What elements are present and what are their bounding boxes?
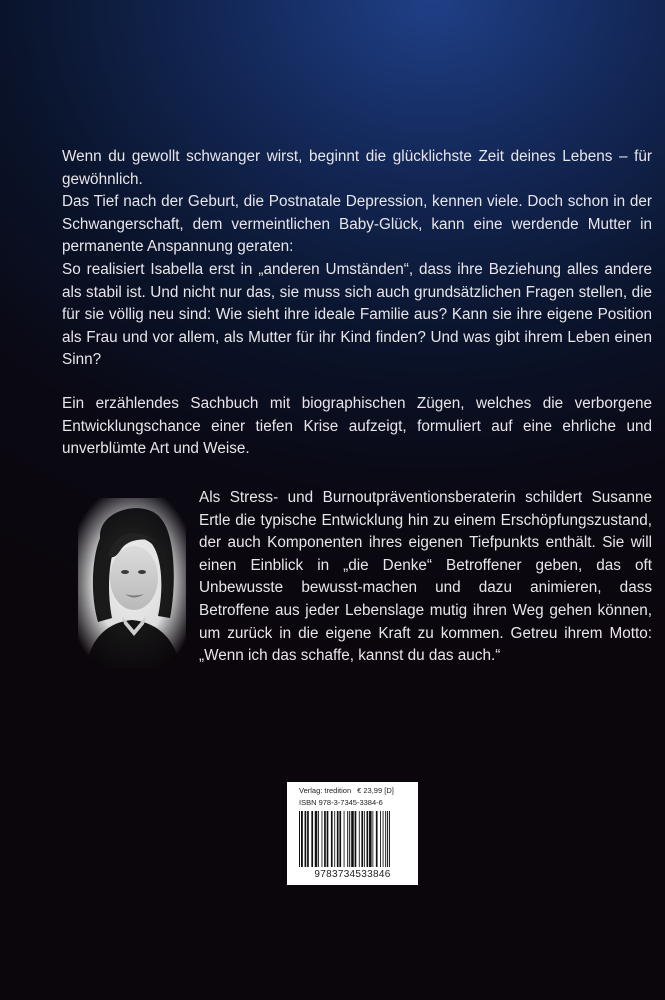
back-cover-blurb: [62, 146, 652, 461]
price-text: € 23,99 [D]: [357, 786, 394, 795]
author-bio: Als Stress- und Burnoutpräventionsberaterin schildert Susanne Ertle die typische Entwicklung hin zu einem Erschöpfungszustand, der auch Komponenten ihres eigenen Tiefpunkts enthält. Sie will einen Einblick in „die Denke“ Betroffener geben, das oft Unbewusste bewusst-machen und dazu animieren, dass Betroffene aus jeder Lebenslage mutig ihren Weg gehen können, um zurück in die eigene Kraft zu kommen. Getreu ihrem Motto: „Wenn ich das schaffe, kannst du das auch.“: [199, 489, 652, 665]
blurb-paragraph-intro: Wenn du gewollt schwanger wirst, beginnt die glücklichste Zeit deines Lebens – für gewöhnlich.: [62, 148, 652, 188]
barcode-bars: [298, 811, 407, 867]
blurb-paragraph-isabella: So realisiert Isabella erst in „anderen Umständen“, dass ihre Beziehung alles andere als stabil ist. Und nicht nur das, sie muss sich auch grundsätzlichen Fragen stellen, die für sie völlig neu sind: Wie sieht ihre ideale Familie aus? Kann sie ihre eigene Position als Frau und vor allem, als Mutter für ihr Kind finden? Und was gibt ihrem Leben einen Sinn?: [62, 260, 652, 369]
ean-number: 9783734533846: [314, 869, 391, 880]
blurb-paragraph-genre: Ein erzählendes Sachbuch mit biographischen Zügen, welches die verborgene Entwicklungschance einer tiefen Krise aufzeigt, formuliert auf eine ehrliche und unverblümte Art und Weise.: [62, 394, 652, 458]
publisher-text: Verlag: tredition: [299, 786, 352, 795]
isbn-text: ISBN 978-3-7345-3384-6: [299, 798, 383, 807]
isbn-barcode-label: [287, 782, 418, 885]
author-photo: [78, 498, 186, 668]
blurb-paragraph-depression: Das Tief nach der Geburt, die Postnatale Depression, kennen viele. Doch schon in der Schwangerschaft, dem vermeintlichen Baby-Glück, kann eine werdende Mutter in permanente Anspannung geraten:: [62, 193, 652, 256]
